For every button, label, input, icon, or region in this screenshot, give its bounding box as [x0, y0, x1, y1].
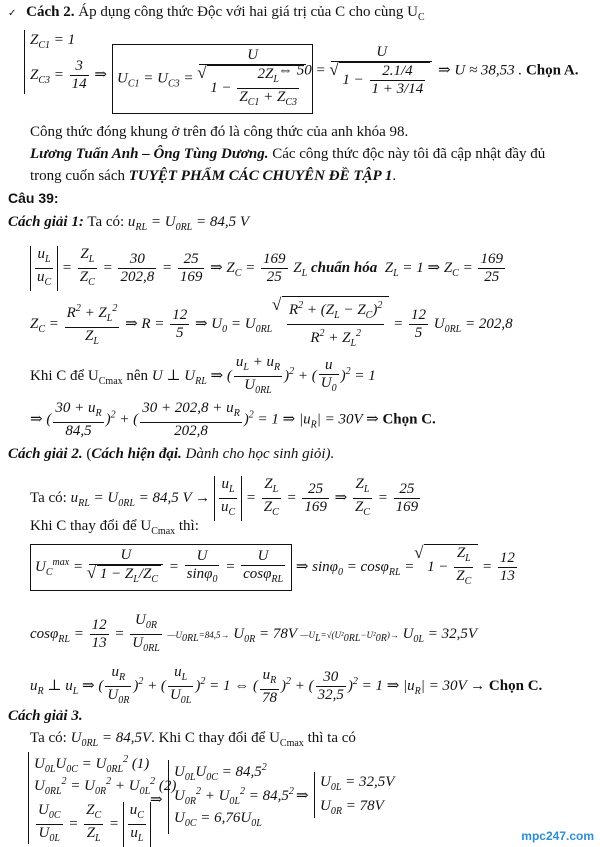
- cg2-final-eq: $u_R$ ⊥ $u_L$ ⇒ ( $\frac{u_R}{U_{0R}}$ )$^2$ + ( $\frac{u_L}{U_{0L}}$ )$^2$ = 1 ⇔ ( $\frac{u_R}{78}$ )$^2$ + ( $\frac{30}{32,5}$ )$^2$ = 1 ⇒ $|u_R| = 30V$ → Chọn C.: [30, 664, 543, 706]
- cg1-eq-zc: $Z_C$ = $\frac{R^2 + Z_L^2}{Z_L}$ ⇒ R = $\frac{12}{5}$ ⇒ $U_0 = U_{0RL}$ √ $\frac{R^2 + (Z_L - Z_C)^2}{R^2 + Z_L^2}$ = $\frac{12}{5}$ $U_{0RL} = 202,8$: [30, 296, 513, 352]
- brace-cg3-a: [28, 752, 29, 844]
- cach2-sub: C: [417, 12, 425, 23]
- author-line: [30, 146, 545, 163]
- cg1-line: Cách giải 1: Ta có: $u_{RL} = U_{0RL} = 84,5$ V: [8, 214, 250, 233]
- brace-1: [24, 30, 25, 94]
- book-line: [30, 168, 396, 185]
- cg2-modern: Cách hiện đại.: [91, 446, 182, 462]
- cg3-end: thì ta có: [303, 730, 356, 746]
- cach2-line: [8, 4, 425, 23]
- khi-c1-line: Khi C để $U_{Cmax}$ nên U ⊥ $U_{RL}$ ⇒ ( $\frac{u_L + u_R}{U_{0RL}}$ )$^2$ + ( $\frac{u}{U_0}$ )$^2$ = 1: [30, 354, 376, 396]
- chon-c-1: Chọn C.: [382, 411, 436, 428]
- khi-c2-end: thì:: [175, 518, 199, 534]
- cg2-boxed: $U_C^{max}$ = U √ $1 - Z_L/Z_C$ = $\frac{U}{\sin\varphi_0}$ = U cosφ$_{RL}$ ⇒ sinφ$_0$ = cosφ$_{RL}$ = √ 1 − $\frac{Z_L}{Z_C}$ = $\frac{12}{13}$: [30, 544, 519, 591]
- cg2-heading: Cách giải 2.: [8, 446, 83, 462]
- cg2-cos-eq: cosφ$_{RL}$ = $\frac{12}{13}$ = $\frac{U_{0R}}{U_{0RL}}$ —U0RL=84,5→ $U_{0R} = 78V$ —UL=√(U²0RL−U²0R)→ $U_{0L} = 32,5V$: [30, 612, 478, 654]
- cg2-intro: Ta có:: [30, 489, 71, 506]
- check-icon: ✓: [8, 8, 17, 19]
- cg2-note: Dành cho học sinh giỏi).: [181, 446, 335, 462]
- cach2-heading: Cách 2.: [26, 4, 75, 20]
- brace-cg3-b: [168, 760, 169, 834]
- brace-cg3-c: [314, 772, 315, 818]
- cg3-text: . Khi C thay đổi để U: [151, 730, 280, 746]
- cg3-intro-line: Ta có: $U_{0RL} = 84,5V$. Khi C thay đổi để $U_{Cmax}$ thì ta có: [30, 730, 356, 749]
- khi-c1: Khi C để U: [30, 367, 99, 384]
- question-heading: Câu 39:: [8, 190, 59, 206]
- chon-a: Chọn A.: [525, 62, 579, 79]
- cg3-sys-3: $\frac{U_{0C}}{U_{0L}}$ = $\frac{Z_C}{Z_L}$ = $\frac{u_C}{u_L}$: [34, 802, 151, 847]
- note-line: Công thức đóng khung ở trên đó là công thức của anh khóa 98.: [30, 124, 409, 140]
- cg3-sys-b2: $U_{0R}^2 + U_{0L}^2 = 84,5^2$: [174, 786, 294, 807]
- zc1-eq: $Z_{C1} = 1$: [30, 32, 76, 51]
- chon-c-2: Chọn C.: [488, 677, 543, 694]
- cg3-sys-1: $U_{0L}U_{0C} = U_{0RL}^2$ (1): [34, 754, 150, 775]
- author-text1: Các công thức độc này tôi đã cập nhật đầy đủ: [268, 146, 546, 162]
- cg1-heading: Cách giải 1:: [8, 214, 84, 230]
- author-names: Lương Tuấn Anh – Ông Tùng Dương.: [30, 146, 269, 162]
- cg3-res-2: $U_{0R} = 78V$: [320, 798, 384, 817]
- cg3-arrow-2: ⇒: [296, 788, 309, 804]
- cg3-sys-b1: $U_{0L}U_{0C} = 84,5^2$: [174, 762, 267, 783]
- c2-result: ⇔ 50 = U √ 1 − $\frac{2.1/4}{1 + 3/14}$ ⇒ U ≈ 38,53 . Chọn A.: [278, 44, 578, 98]
- cg3-sys-b3: $U_{0C} = 6,76U_{0L}$: [174, 810, 262, 829]
- khi-c1-sub: Cmax: [98, 375, 123, 387]
- cach2-text: Áp dụng công thức Độc với hai giá trị của C cho cùng U: [74, 4, 418, 20]
- watermark-logo: mpc247.com: [521, 829, 594, 843]
- cg2-ta-co: Ta có: $u_{RL} = U_{0RL} = 84,5$ V → $\frac{u_L}{u_C}$ = $\frac{Z_L}{Z_C}$ = $\frac{25}{169}$ ⇒ $\frac{Z_L}{Z_C}$ = $\frac{25}{169}$: [30, 476, 422, 521]
- cg2-line: [8, 446, 334, 463]
- cg3-res-1: $U_{0L} = 32,5V$: [320, 774, 395, 793]
- book-title: TUYỆT PHẨM CÁC CHUYÊN ĐỀ TẬP 1: [128, 168, 393, 184]
- book-dot: .: [392, 168, 397, 184]
- cg1-final-eq: ⇒ ( $\frac{30 + u_R}{84,5}$ )$^2$ + ( $\frac{30 + 202,8 + u_R}{202,8}$ )$^2$ = 1 ⇒ $|u_R| = 30V$ ⇒ Chọn C.: [30, 400, 436, 439]
- zc3-eq: $Z_{C3}$ = $\frac{3}{14}$ ⇒: [30, 58, 107, 92]
- khi-c2: Khi C thay đổi để U: [30, 518, 152, 534]
- cg3-heading: [8, 708, 83, 725]
- cg2-paren: (: [82, 446, 92, 462]
- khi-c2-sub: Cmax: [151, 526, 176, 537]
- cg1-eq-ratio: $\frac{u_L}{u_C}$ = $\frac{Z_L}{Z_C}$ = $\frac{30}{202,8}$ = $\frac{25}{169}$ ⇒ $Z_C$ = $\frac{169}{25}$ $Z_L$ chuẩn hóa $Z_L = 1$ ⇒ $Z_C$ = $\frac{169}{25}$: [30, 246, 507, 291]
- cg3-sys-2: $U_{0RL}^2 = U_{0R}^2 + U_{0L}^2$ (2): [34, 776, 177, 797]
- cg3-arrow-1: ⇒: [150, 792, 163, 808]
- cg3-heading-text: Cách giải 3.: [8, 708, 83, 724]
- cg3-sub: Cmax: [279, 738, 304, 749]
- chuan-hoa: chuẩn hóa: [310, 259, 378, 276]
- khi-c2-line: [30, 518, 199, 537]
- khi-c1-text: nên: [122, 367, 152, 384]
- author-text2: trong cuốn sách: [30, 168, 129, 184]
- cg3-intro: Ta có:: [30, 730, 71, 746]
- cg1-intro: Ta có:: [83, 214, 128, 230]
- boxed-formula: $U_{C1} = U_{C3}$ = U √ 1 − $\frac{2Z_L}{Z_{C1} + Z_{C3}}$: [112, 44, 313, 114]
